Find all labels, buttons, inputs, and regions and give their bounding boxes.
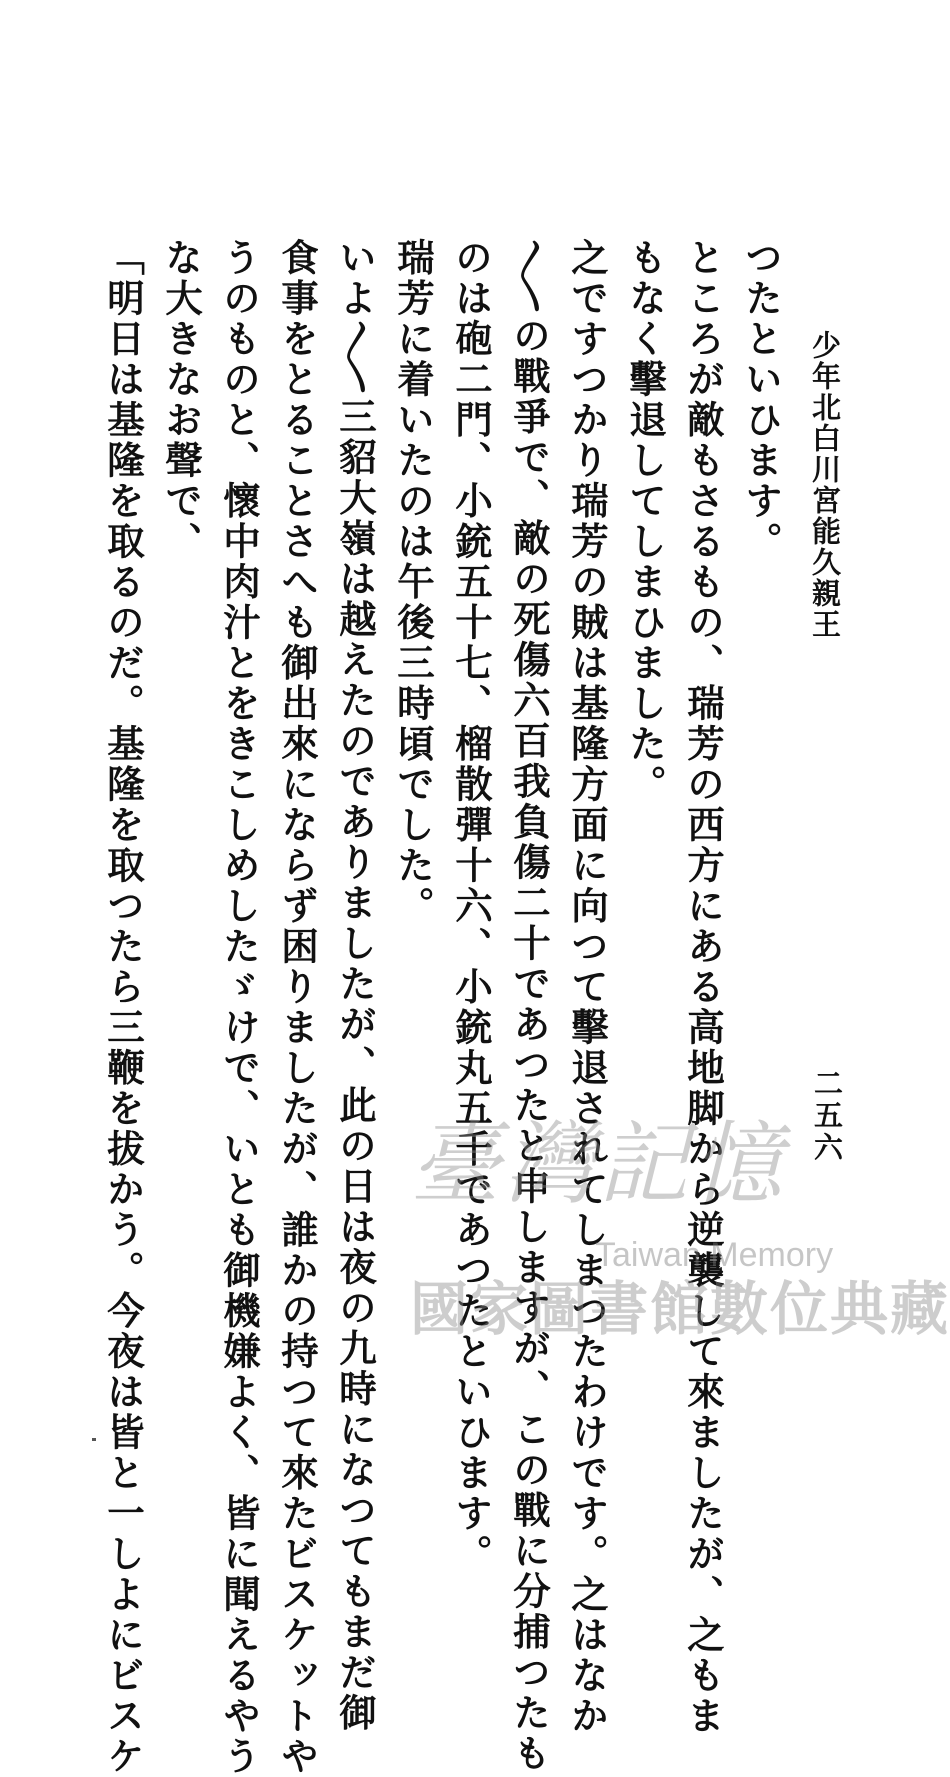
watermark-logo: 臺灣記憶 bbox=[410, 1112, 786, 1217]
text-line: 之ですつかり瑞芳の賊は基隆方面に向つて擊退されてしまつたわけです。之はなか bbox=[565, 238, 609, 1737]
text-line: いよ〳〵三貂大嶺は越えたのでありましたが、此の日は夜の九時になつてもまだ御 bbox=[333, 238, 377, 1734]
page-number: 二五六 bbox=[810, 1068, 844, 1164]
running-title: 少年北白川宮能久親王 bbox=[808, 330, 842, 640]
scan-speck bbox=[92, 1438, 96, 1441]
watermark-chinese: 國家圖書館數位典藏 bbox=[410, 1275, 950, 1343]
body-text bbox=[101, 238, 790, 1777]
text-line: のは砲二門、小銃五十七、榴散彈十六、小銃丸五千であつたといひます。 bbox=[449, 238, 493, 1575]
text-line: もなく擊退してしまひました。 bbox=[623, 238, 667, 805]
text-line: うのものと、懷中肉汁とをきこしめしたゞけで、いとも御機嫌よく、皆に聞えるやう bbox=[217, 238, 261, 1777]
text-line: な大きなお聲で、 bbox=[159, 238, 203, 562]
text-line: 「明日は基隆を取るのだ。基隆を取つたら三鞭を拔かう。今夜は皆と一しよにビスケ bbox=[101, 238, 145, 1777]
text-line: 食事をとることさへも御出來にならず困りましたが、誰かの持つて來たビスケットや bbox=[275, 238, 319, 1777]
text-line: ところが敵もさるもの、瑞芳の西方にある高地脚から逆襲して來ましたが、之もま bbox=[681, 238, 725, 1737]
text-line: 瑞芳に着いたのは午後三時頃でした。 bbox=[391, 238, 435, 927]
text-line: つたといひます。 bbox=[739, 238, 783, 562]
watermark-english: Taiwan Memory bbox=[595, 1236, 834, 1274]
text-line: 〳〵の戰爭で、敵の死傷六百我負傷二十であつたと申しますが、この戰に分捕つたも bbox=[507, 238, 551, 1774]
